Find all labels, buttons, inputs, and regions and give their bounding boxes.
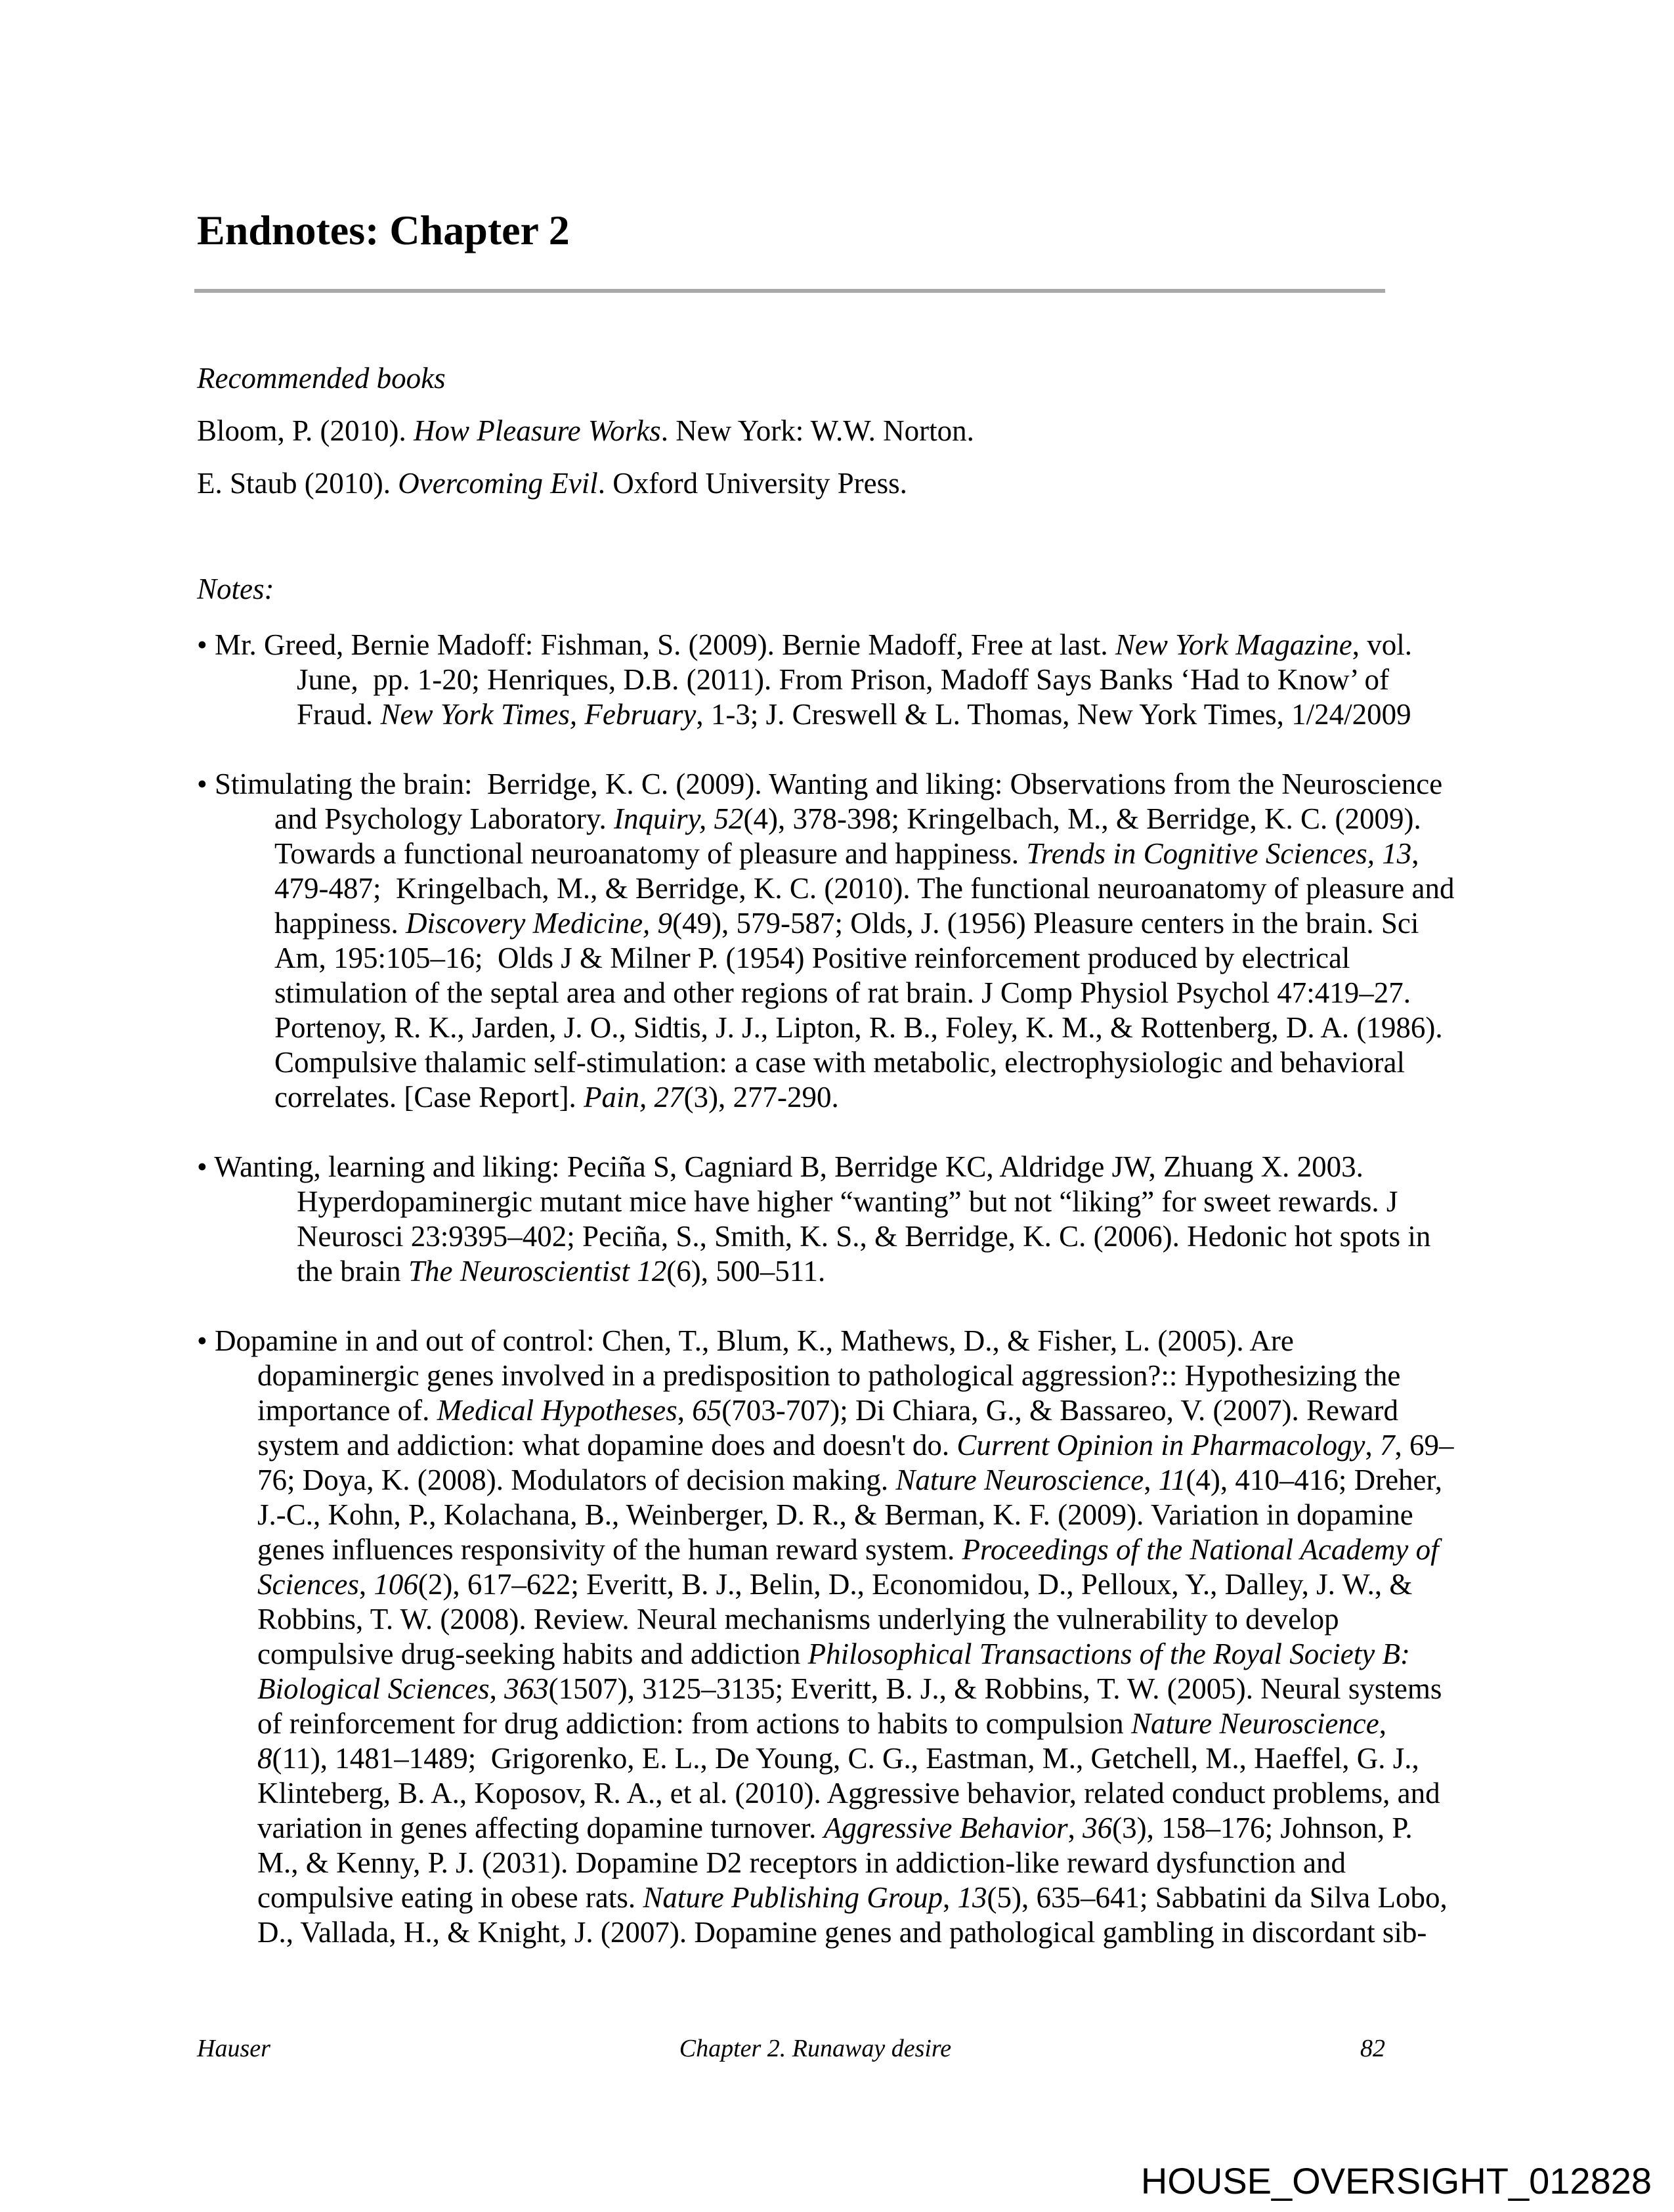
text-run: (2), 617–622; Everitt, B. J., Belin, D., Economidou, D., Pelloux, Y., Dalley, J. W., & <box>418 1568 1413 1601</box>
note-line <box>297 1184 1484 1219</box>
text-run: happiness. <box>274 907 406 940</box>
footer-author: Hauser <box>197 2035 270 2062</box>
text-run: , <box>1411 837 1419 870</box>
text-run: . Oxford University Press. <box>597 467 907 500</box>
note-line <box>257 1706 1484 1741</box>
text-run: of reinforcement for drug addiction: from actions to habits to compulsion <box>257 1707 1131 1740</box>
note-line <box>197 1150 1484 1184</box>
text-run: M., & Kenny, P. J. (2031). Dopamine D2 receptors in addiction-like reward dysfunction and <box>257 1846 1346 1879</box>
note-line <box>257 1811 1484 1846</box>
italic-text: 106 <box>374 1568 418 1601</box>
bates-stamp-watermark: HOUSE_OVERSIGHT_012828 <box>1140 2160 1652 2201</box>
italic-text: Discovery Medicine, 9 <box>405 907 673 940</box>
text-run: 479-487; Kringelbach, M., & Berridge, K. C. (2010). The functional neuroanatomy of pleasure and <box>274 872 1455 905</box>
note-line <box>197 767 1484 802</box>
note-line <box>257 1637 1484 1672</box>
note-line <box>257 1567 1484 1602</box>
note-line <box>297 1254 1484 1289</box>
text-run: importance of. <box>257 1394 437 1427</box>
note-line <box>257 1498 1484 1532</box>
book-list <box>197 414 1484 501</box>
italic-text: Pain, 27 <box>584 1081 684 1114</box>
text-run: 76; Doya, K. (2008). Modulators of decision making. <box>257 1464 896 1496</box>
text-run: (3), 277-290. <box>683 1081 839 1114</box>
text-run: , <box>1144 1464 1159 1496</box>
italic-text: 13 <box>957 1881 987 1914</box>
italic-text: Nature Neuroscience <box>895 1464 1144 1496</box>
text-run: Portenoy, R. K., Jarden, J. O., Sidtis, J. J., Lipton, R. B., Foley, K. M., & Rottenberg, D. A. (1986). <box>274 1011 1443 1044</box>
text-run: , <box>1379 1707 1387 1740</box>
text-run: Stimulating the brain: Berridge, K. C. (2009). Wanting and liking: Observations from the Neuroscience <box>215 768 1443 800</box>
text-run: compulsive drug-seeking habits and addiction <box>257 1637 808 1670</box>
text-run: (5), 635–641; Sabbatini da Silva Lobo, <box>987 1881 1448 1914</box>
text-run: (49), 579-587; Olds, J. (1956) Pleasure centers in the brain. Sci <box>672 907 1419 940</box>
note-line <box>274 871 1484 906</box>
text-run: Compulsive thalamic self-stimulation: a case with metabolic, electrophysiologic and behavioral <box>274 1046 1406 1079</box>
italic-text: New York Times, February <box>380 698 697 731</box>
bullet-marker: • <box>197 1150 215 1183</box>
note-line <box>197 1324 1484 1358</box>
text-run: , <box>1365 1429 1380 1462</box>
text-run: D., Vallada, H., & Knight, J. (2007). Dopamine genes and pathological gambling in discordant sib- <box>257 1916 1427 1949</box>
italic-text: New York Magazine <box>1115 628 1352 661</box>
text-run: system and addiction: what dopamine does and doesn't do. <box>257 1429 957 1462</box>
italic-text: The Neuroscientist 12 <box>408 1255 667 1288</box>
text-run: Fraud. <box>297 698 381 731</box>
italic-text: Proceedings of the National Academy of <box>962 1533 1439 1566</box>
note-item <box>197 767 1484 1115</box>
note-line <box>257 1672 1484 1706</box>
bullet-marker: • <box>197 628 215 661</box>
italic-text: Inquiry, 52 <box>613 802 744 835</box>
note-line <box>257 1358 1484 1393</box>
italic-text: How Pleasure Works <box>414 414 661 447</box>
text-run: (703-707); Di Chiara, G., & Bassareo, V. (2007). Reward <box>721 1394 1398 1427</box>
title-rule <box>194 289 1385 293</box>
note-line <box>274 1080 1484 1115</box>
text-run: , vol. <box>1352 628 1412 661</box>
italic-text: Sciences <box>257 1568 359 1601</box>
note-line <box>257 1428 1484 1463</box>
text-run: (4), 378-398; Kringelbach, M., & Berridge, K. C. (2009). <box>743 802 1421 835</box>
text-run: Hyperdopaminergic mutant mice have higher “wanting” but not “liking” for sweet rewards. J <box>297 1185 1398 1218</box>
italic-text: Trends in Cognitive Sciences, 13 <box>1026 837 1412 870</box>
text-run: . New York: W.W. Norton. <box>660 414 974 447</box>
note-line <box>297 662 1484 697</box>
note-line <box>274 836 1484 871</box>
text-run: Dopamine in and out of control: Chen, T., Blum, K., Mathews, D., & Fisher, L. (2005). Are <box>215 1324 1294 1357</box>
text-run: dopaminergic genes involved in a predisposition to pathological aggression?:: Hypothesizing the <box>257 1359 1401 1392</box>
note-line <box>274 1045 1484 1080</box>
text-run: (11), 1481–1489; Grigorenko, E. L., De Young, C. G., Eastman, M., Getchell, M., Haeffel, G. J., <box>272 1742 1419 1775</box>
italic-text: 36 <box>1083 1811 1113 1844</box>
text-run: J.-C., Kohn, P., Kolachana, B., Weinberger, D. R., & Berman, K. F. (2009). Variation in dopamine <box>257 1498 1413 1531</box>
notes-heading: Notes: <box>197 573 274 605</box>
note-item <box>197 628 1484 732</box>
note-line <box>257 1915 1484 1950</box>
text-run: , <box>1067 1811 1083 1844</box>
recommended-books-heading: Recommended books <box>197 362 446 395</box>
note-line <box>274 941 1484 976</box>
text-run: E. Staub (2010). <box>197 467 398 500</box>
book-entry <box>197 466 1484 501</box>
text-run: the brain <box>297 1255 408 1288</box>
text-run: Neurosci 23:9395–402; Peciña, S., Smith, K. S., & Berridge, K. C. (2006). Hedonic hot spots in <box>297 1220 1431 1253</box>
note-line <box>274 802 1484 836</box>
notes-list <box>197 628 1484 1950</box>
note-line <box>274 976 1484 1010</box>
italic-text: Nature Neuroscience <box>1130 1707 1379 1740</box>
text-run: (4), 410–416; Dreher, <box>1186 1464 1442 1496</box>
italic-text: Current Opinion in Pharmacology <box>956 1429 1365 1462</box>
note-line <box>257 1393 1484 1428</box>
italic-text: Biological Sciences <box>257 1672 490 1705</box>
italic-text: Medical Hypotheses <box>437 1394 677 1427</box>
text-run: (6), 500–511. <box>666 1255 826 1288</box>
italic-text: Philosophical Transactions of the Royal Society B: <box>807 1637 1410 1670</box>
text-run: June, pp. 1-20; Henriques, D.B. (2011). From Prison, Madoff Says Banks ‘Had to Know’ of <box>297 663 1390 696</box>
text-run: , <box>489 1672 505 1705</box>
text-run: variation in genes affecting dopamine turnover. <box>257 1811 824 1844</box>
note-line <box>274 1010 1484 1045</box>
footer <box>197 2034 1385 2063</box>
note-line <box>257 1846 1484 1880</box>
bullet-marker: • <box>197 768 215 800</box>
text-run: Am, 195:105–16; Olds J & Milner P. (1954) Positive reinforcement produced by electrical <box>274 942 1350 974</box>
italic-text: Overcoming Evil <box>398 467 598 500</box>
text-run: Bloom, P. (2010). <box>197 414 414 447</box>
footer-page-number: 82 <box>1360 2035 1385 2062</box>
italic-text: 363 <box>504 1672 549 1705</box>
text-run: , <box>358 1568 374 1601</box>
text-run: Robbins, T. W. (2008). Review. Neural mechanisms underlying the vulnerability to develop <box>257 1603 1339 1636</box>
text-run: , <box>943 1881 958 1914</box>
text-run: , 1-3; J. Creswell & L. Thomas, New York Times, 1/24/2009 <box>696 698 1411 731</box>
note-line <box>197 628 1484 662</box>
note-line <box>297 1219 1484 1254</box>
text-run: Mr. Greed, Bernie Madoff: Fishman, S. (2009). Bernie Madoff, Free at last. <box>215 628 1115 661</box>
text-run: (3), 158–176; Johnson, P. <box>1112 1811 1413 1844</box>
italic-text: 8 <box>257 1742 272 1775</box>
note-item <box>197 1150 1484 1289</box>
italic-text: 65 <box>692 1394 722 1427</box>
italic-text: 7 <box>1379 1429 1395 1462</box>
text-run: , <box>677 1394 693 1427</box>
page-title: Endnotes: Chapter 2 <box>197 207 570 253</box>
text-run: Wanting, learning and liking: Peciña S, Cagniard B, Berridge KC, Aldridge JW, Zhuang X. 2003. <box>214 1150 1363 1183</box>
text-run: Klinteberg, B. A., Koposov, R. A., et al. (2010). Aggressive behavior, related conduct problems, and <box>257 1777 1440 1810</box>
page-content <box>197 206 1484 1950</box>
text-run: , 69– <box>1394 1429 1454 1462</box>
note-line <box>257 1463 1484 1498</box>
text-run: compulsive eating in obese rats. <box>257 1881 643 1914</box>
text-run: (1507), 3125–3135; Everitt, B. J., & Robbins, T. W. (2005). Neural systems <box>548 1672 1442 1705</box>
note-line <box>274 906 1484 941</box>
note-line <box>297 697 1484 732</box>
italic-text: Nature Publishing Group <box>643 1881 943 1914</box>
text-run: Towards a functional neuroanatomy of pleasure and happiness. <box>274 837 1027 870</box>
book-entry <box>197 414 1484 448</box>
text-run: and Psychology Laboratory. <box>274 802 614 835</box>
note-item <box>197 1324 1484 1950</box>
note-line <box>257 1741 1484 1776</box>
note-line <box>257 1776 1484 1811</box>
note-line <box>257 1532 1484 1567</box>
italic-text: Aggressive Behavior <box>823 1811 1068 1844</box>
note-line <box>257 1602 1484 1637</box>
footer-chapter: Chapter 2. Runaway desire <box>679 2035 952 2062</box>
note-line <box>257 1880 1484 1915</box>
text-run: stimulation of the septal area and other regions of rat brain. J Comp Physiol Psychol 47:419–27. <box>274 976 1411 1009</box>
bullet-marker: • <box>197 1324 215 1357</box>
text-run: genes influences responsivity of the human reward system. <box>257 1533 962 1566</box>
italic-text: 11 <box>1158 1464 1186 1496</box>
text-run: correlates. [Case Report]. <box>274 1081 584 1114</box>
